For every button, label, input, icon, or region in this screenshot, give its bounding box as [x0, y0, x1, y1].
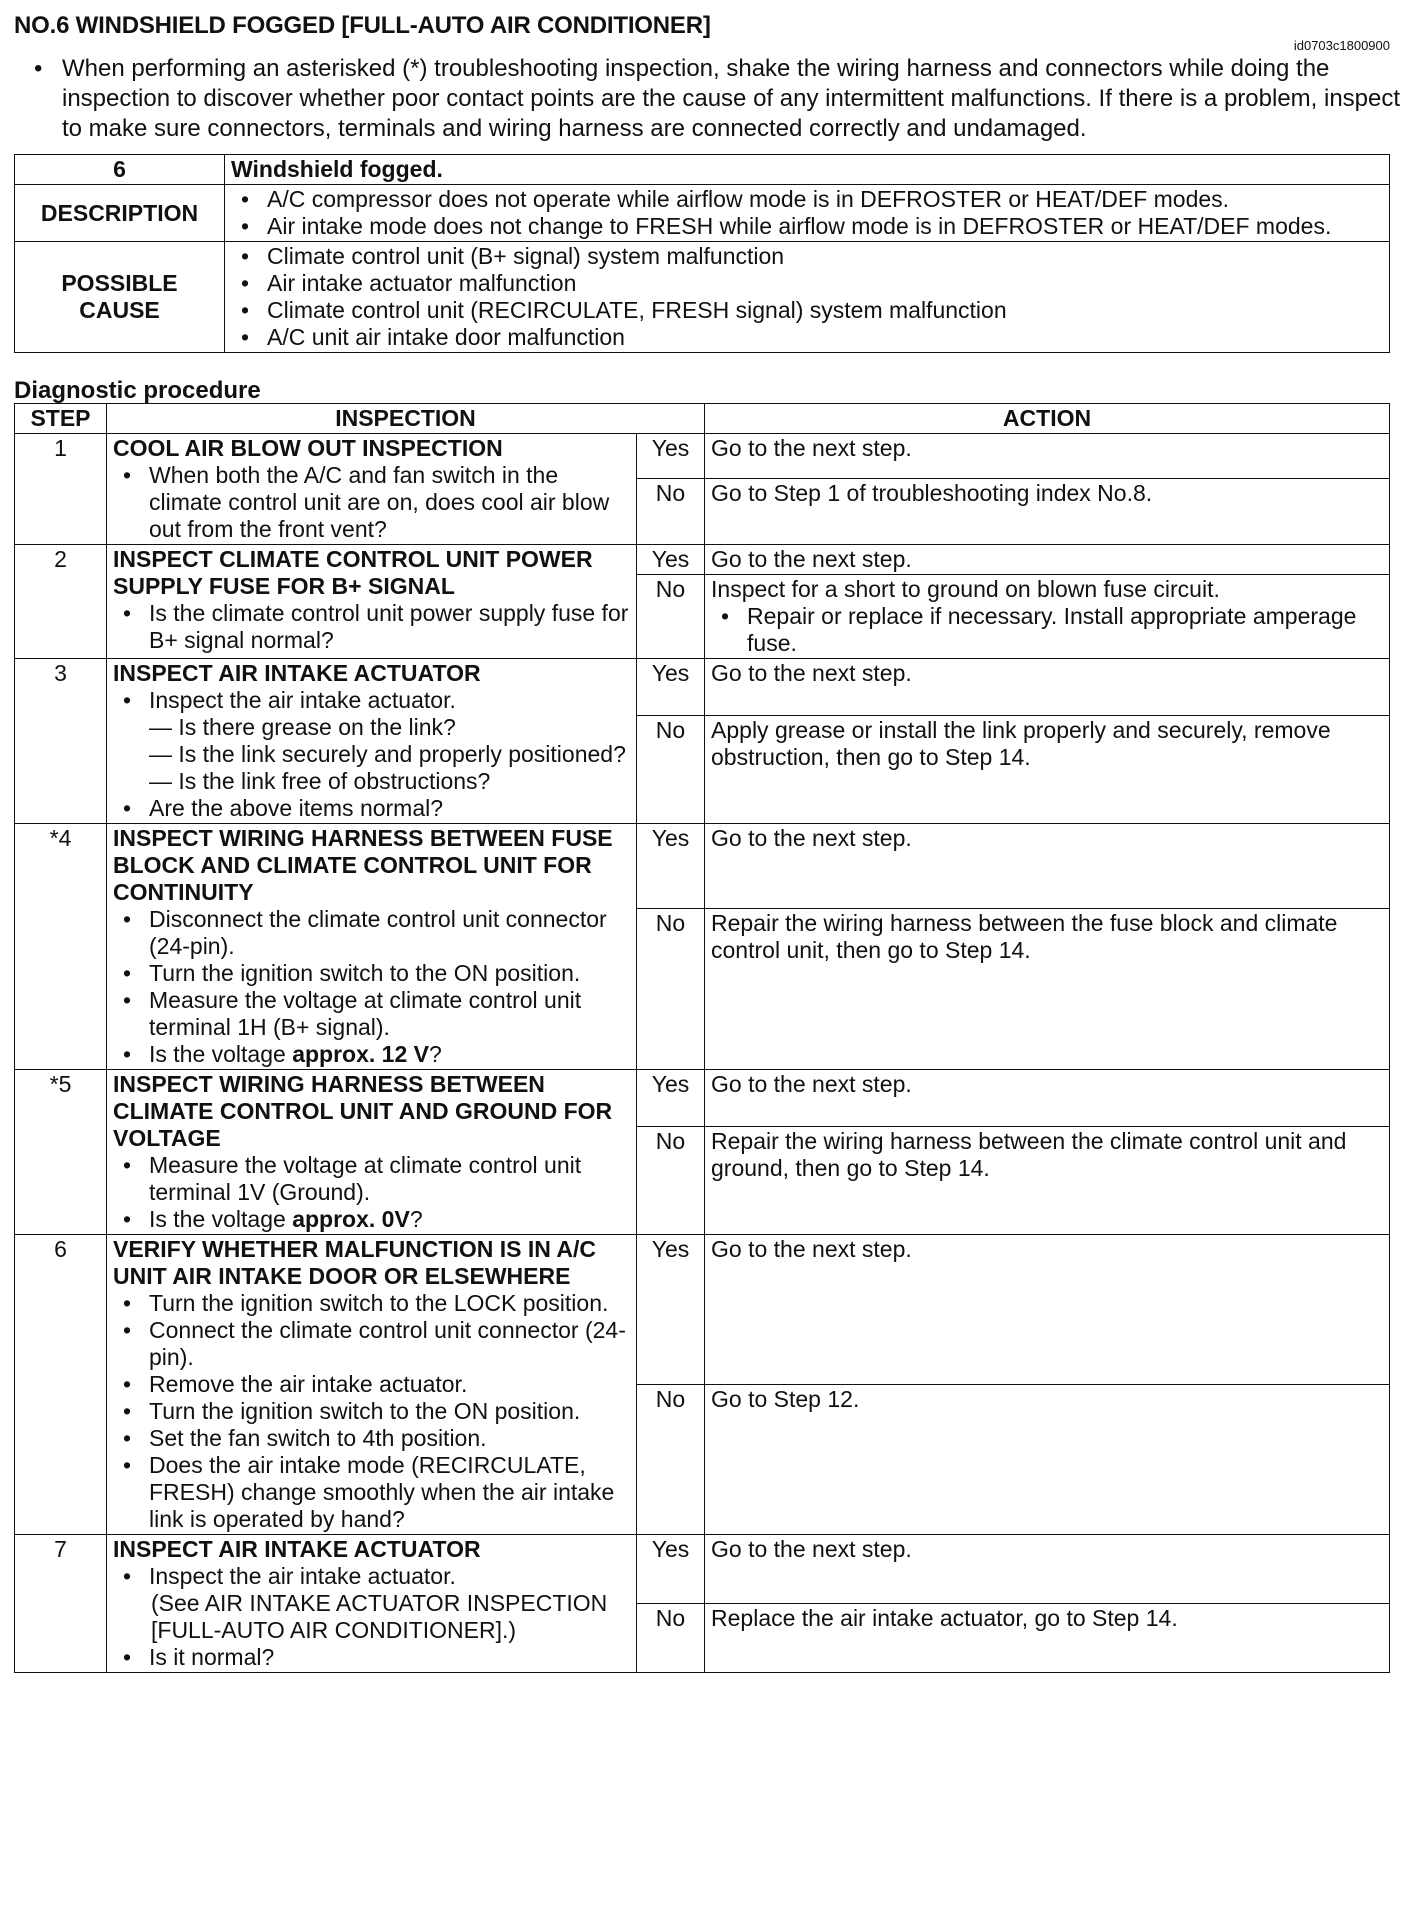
- inspection-cell: [107, 1535, 637, 1673]
- no-action: Replace the air intake actuator, go to Step 14.: [705, 1604, 1390, 1673]
- step-number: 6: [15, 1235, 107, 1535]
- no-label: No: [637, 908, 705, 1069]
- no-action-text: Inspect for a short to ground on blown fuse circuit.: [711, 576, 1220, 602]
- step-number: *4: [15, 824, 107, 1070]
- yes-action: Go to the next step.: [705, 824, 1390, 909]
- inspection-subitem: — Is the link free of obstructions?: [149, 768, 491, 794]
- cause-item: • A/C unit air intake door malfunction: [231, 324, 1383, 351]
- inspection-title: VERIFY WHETHER MALFUNCTION IS IN A/C UNIT AIR INTAKE DOOR OR ELSEWHERE: [113, 1236, 596, 1289]
- diagnostic-procedure-table: [14, 403, 1390, 1673]
- no-action: Apply grease or install the link properly and securely, remove obstruction, then go to Step 14.: [705, 715, 1390, 823]
- possible-cause-cell: [225, 242, 1390, 353]
- inspection-subitem: — Is the link securely and properly positioned?: [149, 741, 626, 767]
- step-row: [15, 434, 1390, 479]
- yes-action: Go to the next step.: [705, 1235, 1390, 1385]
- no-label: No: [637, 1385, 705, 1535]
- yes-action: Go to the next step.: [705, 1535, 1390, 1604]
- inspection-item: • Is it normal?: [113, 1644, 630, 1671]
- no-label: No: [637, 1126, 705, 1234]
- reference-note: (See AIR INTAKE ACTUATOR INSPECTION [FULL-AUTO AIR CONDITIONER].): [151, 1590, 608, 1643]
- header: [14, 8, 1394, 53]
- no-action: Repair the wiring harness between the fuse block and climate control unit, then go to Step 14.: [705, 908, 1390, 1069]
- description-label: DESCRIPTION: [15, 185, 225, 242]
- step-row: [15, 824, 1390, 909]
- inspection-cell: [107, 1235, 637, 1535]
- inspection-item: • Inspect the air intake actuator.: [113, 1563, 630, 1590]
- inspection-item: • Turn the ignition switch to the ON position.: [113, 1398, 630, 1425]
- document-page: [14, 8, 1401, 1673]
- inspection-item: • Set the fan switch to 4th position.: [113, 1425, 630, 1452]
- step-number: 2: [15, 545, 107, 659]
- inspection-question: • Is the voltage approx. 12 V?: [113, 1041, 630, 1068]
- no-action: Go to Step 1 of troubleshooting index No.8.: [705, 479, 1390, 545]
- inspection-cell: [107, 824, 637, 1070]
- no-action: [705, 575, 1390, 659]
- description-item: • A/C compressor does not operate while airflow mode is in DEFROSTER or HEAT/DEF modes.: [231, 186, 1383, 213]
- no-label: No: [637, 715, 705, 823]
- inspection-item: • Connect the climate control unit connector (24-pin).: [113, 1317, 630, 1371]
- yes-label: Yes: [637, 659, 705, 716]
- inspection-item: • Turn the ignition switch to the LOCK position.: [113, 1290, 630, 1317]
- inspection-item: • Are the above items normal?: [113, 795, 630, 822]
- inspection-item: • Turn the ignition switch to the ON position.: [113, 960, 630, 987]
- inspection-title: INSPECT AIR INTAKE ACTUATOR: [113, 660, 481, 686]
- step-row: [15, 1235, 1390, 1385]
- inspection-title: COOL AIR BLOW OUT INSPECTION: [113, 435, 503, 461]
- no-label: No: [637, 1604, 705, 1673]
- yes-label: Yes: [637, 434, 705, 479]
- symptom-name: Windshield fogged.: [225, 155, 1390, 185]
- yes-label: Yes: [637, 1070, 705, 1127]
- possible-cause-label: POSSIBLE CAUSE: [15, 242, 225, 353]
- step-number: 7: [15, 1535, 107, 1673]
- yes-label: Yes: [637, 1235, 705, 1385]
- inspection-item: • Measure the voltage at climate control unit terminal 1V (Ground).: [113, 1152, 630, 1206]
- inspection-item: • Inspect the air intake actuator.: [113, 687, 630, 714]
- column-header-action: ACTION: [705, 404, 1390, 434]
- symptom-table: [14, 154, 1390, 353]
- yes-action: Go to the next step.: [705, 434, 1390, 479]
- column-header-inspection: INSPECTION: [107, 404, 705, 434]
- yes-label: Yes: [637, 824, 705, 909]
- inspection-item: • Does the air intake mode (RECIRCULATE, FRESH) change smoothly when the air intake link is operated by hand?: [113, 1452, 630, 1533]
- inspection-cell: [107, 1070, 637, 1235]
- inspection-item: • Disconnect the climate control unit connector (24-pin).: [113, 906, 630, 960]
- inspection-cell: [107, 545, 637, 659]
- step-number: *5: [15, 1070, 107, 1235]
- no-label: No: [637, 479, 705, 545]
- symptom-number: 6: [15, 155, 225, 185]
- step-number: 1: [15, 434, 107, 545]
- step-row: [15, 1070, 1390, 1127]
- yes-action: Go to the next step.: [705, 545, 1390, 575]
- no-action: Repair the wiring harness between the climate control unit and ground, then go to Step 14.: [705, 1126, 1390, 1234]
- inspection-item: • Remove the air intake actuator.: [113, 1371, 630, 1398]
- inspection-item: • When both the A/C and fan switch in the climate control unit are on, does cool air blow out from the front vent?: [113, 462, 630, 543]
- intro-paragraph: [34, 54, 1402, 144]
- cause-item: • Air intake actuator malfunction: [231, 270, 1383, 297]
- yes-action: Go to the next step.: [705, 659, 1390, 716]
- inspection-subitem: — Is there grease on the link?: [149, 714, 456, 740]
- page-title: NO.6 WINDSHIELD FOGGED [FULL-AUTO AIR CONDITIONER]: [14, 12, 711, 39]
- yes-label: Yes: [637, 545, 705, 575]
- inspection-title: INSPECT WIRING HARNESS BETWEEN FUSE BLOCK AND CLIMATE CONTROL UNIT FOR CONTINUITY: [113, 825, 613, 905]
- inspection-title: INSPECT CLIMATE CONTROL UNIT POWER SUPPLY FUSE FOR B+ SIGNAL: [113, 546, 593, 599]
- bullet-icon: •: [34, 55, 43, 82]
- inspection-cell: [107, 434, 637, 545]
- description-item: • Air intake mode does not change to FRESH while airflow mode is in DEFROSTER or HEAT/DEF modes.: [231, 213, 1383, 240]
- inspection-item: • Is the climate control unit power supply fuse for B+ signal normal?: [113, 600, 630, 654]
- cause-item: • Climate control unit (RECIRCULATE, FRESH signal) system malfunction: [231, 297, 1383, 324]
- no-action-subitem: • Repair or replace if necessary. Install appropriate amperage fuse.: [711, 603, 1383, 657]
- yes-action: Go to the next step.: [705, 1070, 1390, 1127]
- intro-text: When performing an asterisked (*) troubleshooting inspection, shake the wiring harness and connectors while doing the inspection to discover whether poor contact points are the cause of any intermittent malfunctions. If there is a problem, inspect to make sure connectors, terminals and wiring harness are connected correctly and undamaged.: [62, 55, 1401, 142]
- inspection-question: • Is the voltage approx. 0V?: [113, 1206, 630, 1233]
- document-id: id0703c1800900: [1293, 38, 1390, 53]
- column-header-step: STEP: [15, 404, 107, 434]
- yes-label: Yes: [637, 1535, 705, 1604]
- no-label: No: [637, 575, 705, 659]
- cause-item: • Climate control unit (B+ signal) system malfunction: [231, 243, 1383, 270]
- section-title: Diagnostic procedure: [14, 377, 261, 404]
- no-action: Go to Step 12.: [705, 1385, 1390, 1535]
- step-number: 3: [15, 659, 107, 824]
- step-row: [15, 1535, 1390, 1604]
- inspection-item: • Measure the voltage at climate control unit terminal 1H (B+ signal).: [113, 987, 630, 1041]
- table-header-row: [15, 404, 1390, 434]
- inspection-title: INSPECT WIRING HARNESS BETWEEN CLIMATE CONTROL UNIT AND GROUND FOR VOLTAGE: [113, 1071, 613, 1151]
- inspection-title: INSPECT AIR INTAKE ACTUATOR: [113, 1536, 481, 1562]
- inspection-cell: [107, 659, 637, 824]
- description-cell: [225, 185, 1390, 242]
- step-row: [15, 545, 1390, 575]
- step-row: [15, 659, 1390, 716]
